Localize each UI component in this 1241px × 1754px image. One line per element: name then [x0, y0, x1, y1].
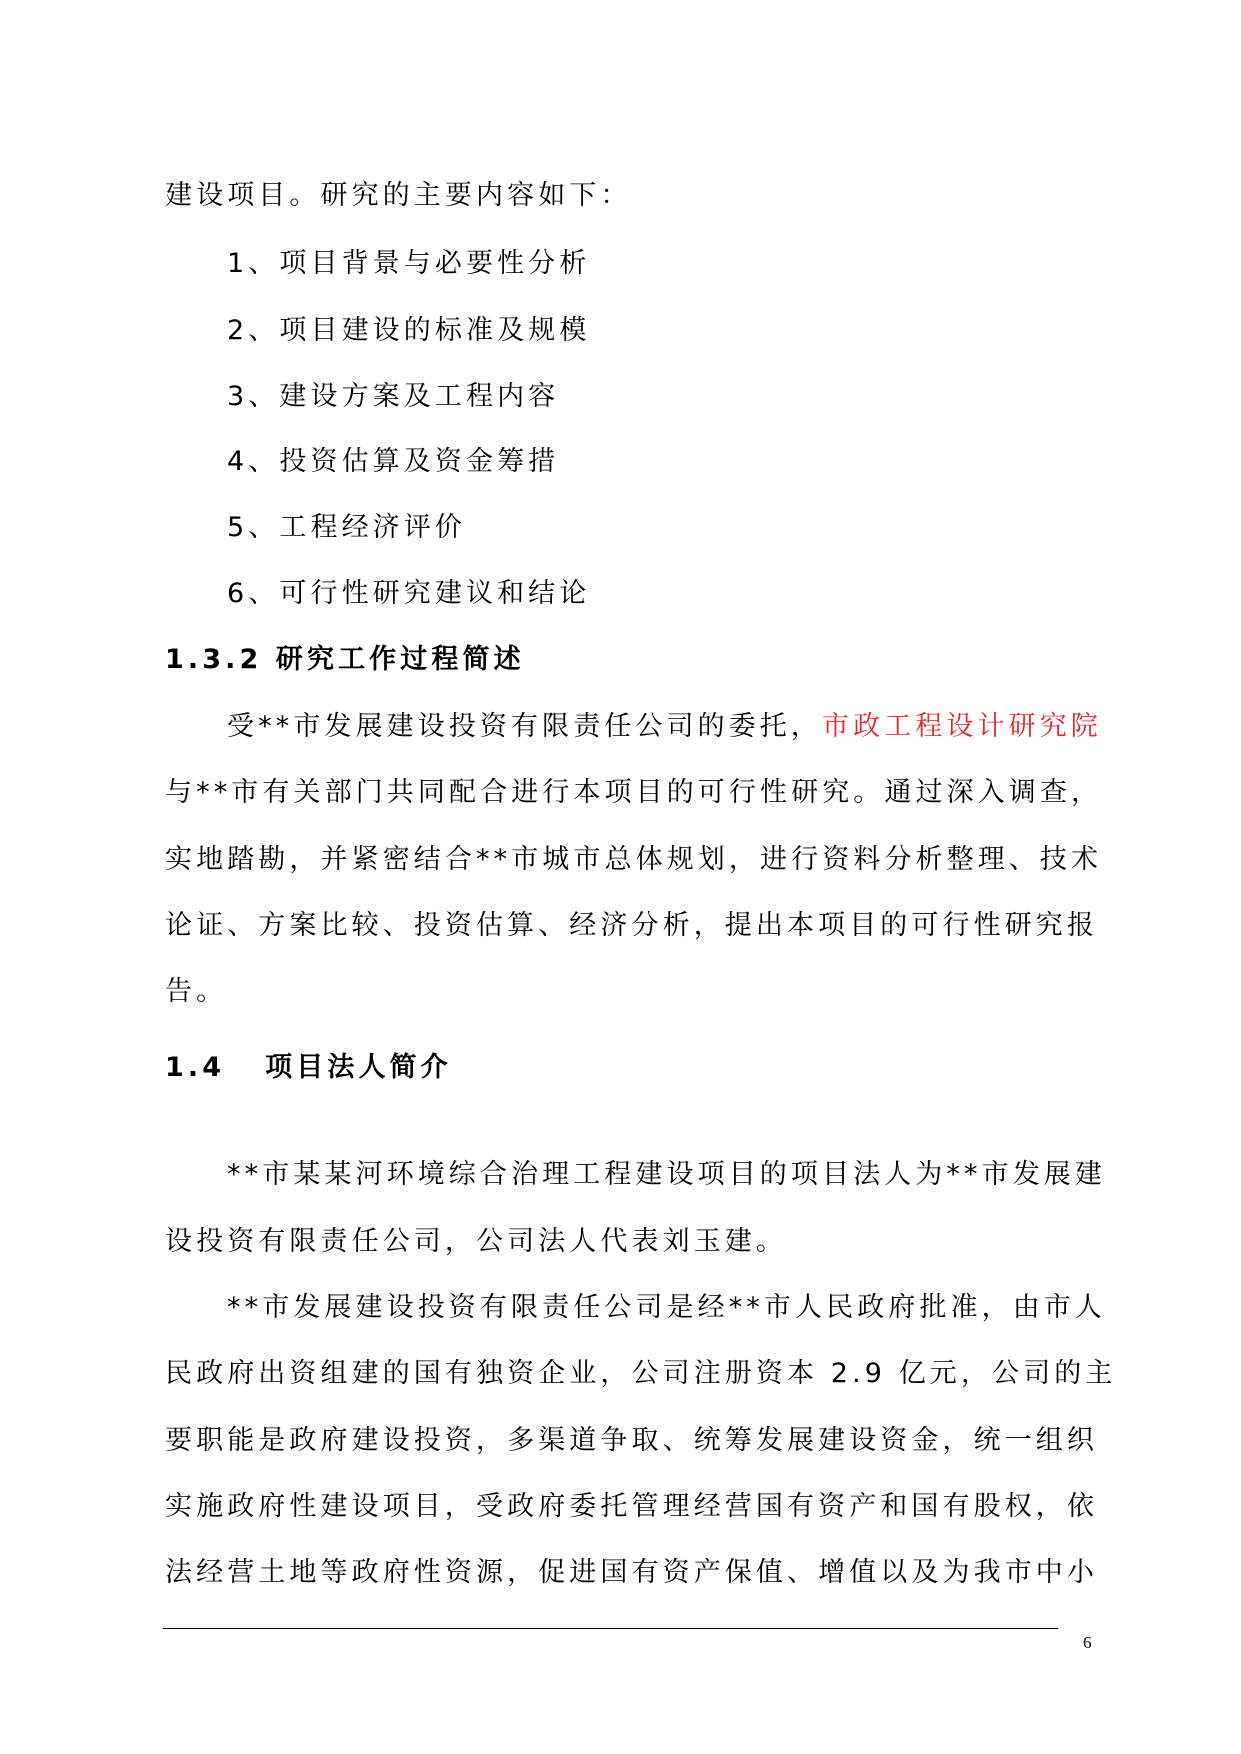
- paragraph-line: 实地踏勘，并紧密结合**市城市总体规划，进行资料分析整理、技术: [165, 844, 1103, 875]
- list-item: 5、工程经济评价: [227, 512, 466, 543]
- list-item: 6、可行性研究建议和结论: [227, 578, 591, 609]
- section-title: 项目法人简介: [265, 1052, 452, 1083]
- paragraph-line: 法经营土地等政府性资源，促进国有资产保值、增值以及为我市中小: [165, 1557, 1098, 1588]
- paragraph-line: 设投资有限责任公司，公司法人代表刘玉建。: [165, 1226, 787, 1257]
- paragraph-line: **市发展建设投资有限责任公司是经**市人民政府批准，由市人: [227, 1292, 1106, 1323]
- highlighted-institute-name: 市政工程设计研究院: [822, 711, 1102, 742]
- section-number: 1.4: [165, 1052, 226, 1083]
- paragraph-text: 受**市发展建设投资有限责任公司的委托，: [227, 711, 822, 742]
- paragraph-line: 要职能是政府建设投资，多渠道争取、统筹发展建设资金，统一组织: [165, 1425, 1098, 1456]
- paragraph-line: 民政府出资组建的国有独资企业，公司注册资本 2.9 亿元，公司的主: [165, 1358, 1117, 1389]
- list-item: 2、项目建设的标准及规模: [227, 315, 591, 346]
- section-heading-1-4: [165, 1050, 1082, 1086]
- paragraph-line: 告。: [165, 976, 228, 1007]
- paragraph-line: 与**市有关部门共同配合进行本项目的可行性研究。通过深入调查，: [165, 777, 1103, 808]
- intro-line: 建设项目。研究的主要内容如下：: [165, 180, 632, 211]
- list-item: 4、投资估算及资金筹措: [227, 446, 560, 477]
- section-heading-1-3-2: 1.3.2 研究工作过程简述: [165, 644, 525, 675]
- footer-rule: [163, 1628, 1058, 1629]
- paragraph-line: **市某某河环境综合治理工程建设项目的项目法人为**市发展建: [227, 1159, 1106, 1190]
- list-item: 3、建设方案及工程内容: [227, 381, 560, 412]
- paragraph-line: [227, 709, 1144, 745]
- paragraph-line: 实施政府性建设项目，受政府委托管理经营国有资产和国有股权，依: [165, 1491, 1098, 1522]
- paragraph-line: 论证、方案比较、投资估算、经济分析，提出本项目的可行性研究报: [165, 910, 1098, 941]
- page-number: 6: [1083, 1633, 1092, 1652]
- list-item: 1、项目背景与必要性分析: [227, 248, 591, 279]
